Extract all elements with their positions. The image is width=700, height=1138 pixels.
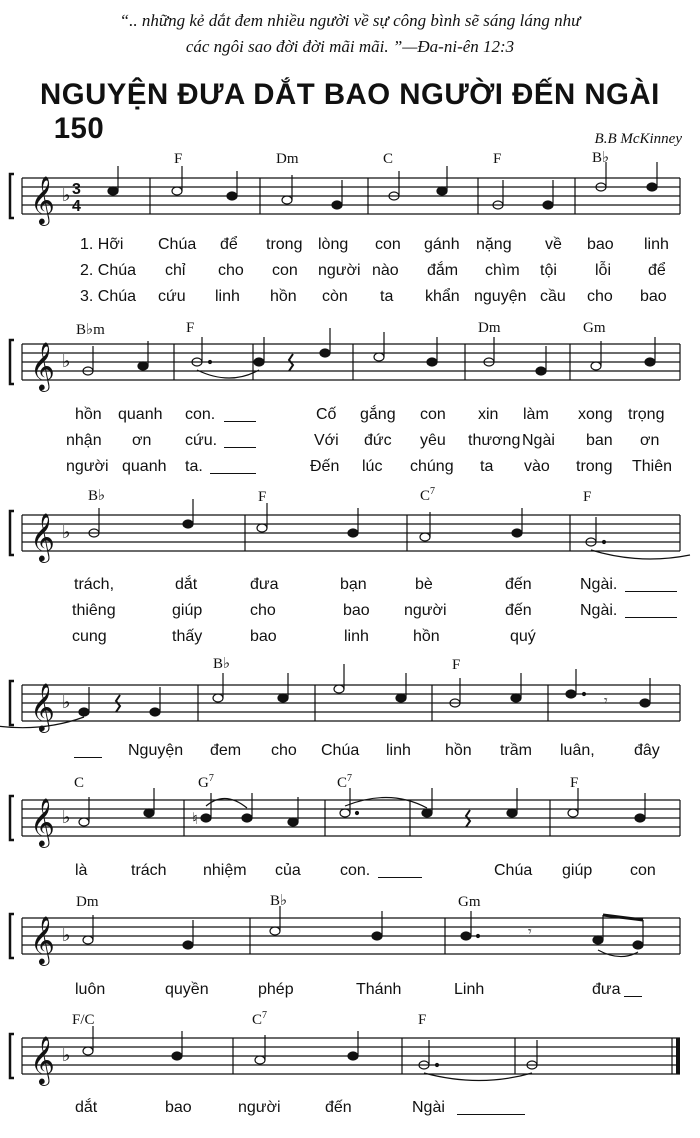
lyric: cứu [158, 288, 186, 305]
lyric: xong [578, 406, 613, 423]
chord: B♭ [213, 656, 231, 672]
lyric: Cố [316, 406, 337, 423]
extender-line [625, 617, 677, 618]
svg-text:𝄞: 𝄞 [30, 915, 55, 964]
lyric: con [272, 262, 298, 279]
lyric: Ngài [412, 1099, 445, 1116]
lyric: bè [415, 576, 433, 593]
lyric: đến [325, 1099, 352, 1116]
epigraph-line-2: các ngôi sao đời đời mãi mãi. ”—Đa-ni-ên 12:3 [185, 37, 515, 56]
extender-line [224, 421, 256, 422]
chord-root: G [198, 775, 209, 791]
lyric: quyền [165, 981, 209, 998]
lyric: hồn [413, 628, 440, 645]
lyric: dắt [75, 1099, 98, 1116]
lyric: 3. Chúa [80, 288, 137, 305]
svg-text:4: 4 [72, 198, 81, 215]
lyric: người [238, 1099, 281, 1116]
svg-text:𝄞: 𝄞 [30, 512, 55, 561]
chord: F [174, 151, 183, 167]
lyric: thiêng [72, 602, 116, 619]
lyric: cung [72, 628, 107, 645]
lyric: con [630, 862, 656, 879]
lyric: xin [478, 406, 499, 423]
chord-root: C [252, 1012, 263, 1028]
lyric: con [420, 406, 446, 423]
lyric: trầm [500, 742, 532, 759]
hymn-number: 150 [53, 112, 105, 145]
lyric: gánh [424, 236, 460, 253]
lyric: Chúa [494, 862, 533, 879]
lyric: Nguyện [128, 742, 184, 759]
lyric: luôn [75, 981, 106, 998]
svg-text:𝄞: 𝄞 [30, 682, 55, 731]
lyric: cho [218, 262, 244, 279]
svg-text:♭: ♭ [62, 351, 71, 372]
lyric: nhận [66, 432, 102, 449]
lyric: bạn [340, 576, 367, 593]
svg-text:𝄞: 𝄞 [30, 797, 55, 846]
extender-line [624, 996, 642, 997]
svg-text:𝄾: 𝄾 [604, 693, 608, 709]
lyric: quý [510, 628, 536, 645]
lyric: Đến [310, 458, 340, 475]
svg-text:♭: ♭ [62, 807, 71, 828]
lyric: gắng [360, 406, 396, 423]
lyric: Thiên [632, 458, 673, 475]
chord: F [493, 151, 502, 167]
lyric: đưa [592, 981, 621, 998]
lyric: cho [271, 742, 297, 759]
chord-extension: 7 [208, 773, 214, 784]
chord: B♭m [76, 322, 105, 338]
lyric: đến [505, 576, 532, 593]
lyric: nào [372, 262, 399, 279]
lyric: Linh [454, 981, 485, 998]
staff-system-3 [0, 503, 700, 573]
lyric: lúc [362, 458, 383, 475]
lyric: bao [343, 602, 370, 619]
svg-text:♭: ♭ [62, 692, 71, 713]
lyric: linh [215, 288, 240, 305]
svg-text:♭: ♭ [62, 522, 71, 543]
lyric: ban [586, 432, 613, 449]
lyric: chúng [410, 458, 454, 475]
staff-system-1 [0, 166, 700, 236]
lyric: lòng [318, 236, 349, 253]
lyric: ta [380, 288, 394, 305]
lyric: lỗi [595, 262, 612, 279]
chord-root: C [337, 775, 348, 791]
lyric: giúp [172, 602, 203, 619]
lyric: người [66, 458, 109, 475]
composer: B.B McKinney [594, 131, 682, 147]
lyric: luân, [560, 742, 595, 759]
staff-system-7 [0, 1026, 700, 1096]
lyric: ta. [185, 458, 203, 475]
lyric: cầu [540, 288, 566, 305]
chord: B♭ [592, 150, 610, 166]
lyric: Ngài. [580, 576, 618, 593]
svg-text:♮: ♮ [192, 809, 198, 828]
lyric: đưa [250, 576, 279, 593]
lyric: con [375, 236, 401, 253]
lyric: quanh [118, 406, 163, 423]
svg-text:𝄾: 𝄾 [528, 924, 532, 940]
lyric: trọng [628, 406, 665, 423]
lyric: nguyện [474, 288, 527, 305]
lyric: hồn [270, 288, 297, 305]
lyric: con. [185, 406, 216, 423]
lyric: linh [644, 236, 669, 253]
chord: C [74, 775, 85, 791]
staff-system-5 [0, 788, 700, 858]
lyric: hồn [75, 406, 102, 423]
lyric: nhiệm [203, 862, 247, 879]
lyric: cho [587, 288, 613, 305]
lyric: ơn [640, 432, 660, 449]
lyric: trong [576, 458, 613, 475]
lyric: linh [344, 628, 369, 645]
lyric: trong [266, 236, 303, 253]
chord-extension: 7 [347, 773, 353, 784]
lyric: chỉ [165, 262, 186, 279]
lyric: phép [258, 981, 294, 998]
lyric: vào [524, 458, 550, 475]
chord-extension: 7 [262, 1010, 268, 1021]
lyric: để [648, 262, 666, 279]
lyric: bao [165, 1099, 192, 1116]
staff-system-4 [0, 673, 700, 743]
lyric: để [220, 236, 238, 253]
lyric: Chúa [321, 742, 360, 759]
lyric: trách, [74, 576, 115, 593]
chord-extension: 7 [430, 486, 436, 497]
lyric: ơn [132, 432, 152, 449]
lyric: hồn [445, 742, 472, 759]
staff-system-2 [0, 332, 700, 402]
lyric: ta [480, 458, 494, 475]
chord: Dm [76, 894, 99, 910]
extender-line [74, 757, 102, 758]
epigraph-line-1: “.. những kẻ dắt đem nhiều người về sự công bình sẽ sáng láng như [119, 11, 581, 30]
lyric: bao [587, 236, 614, 253]
chord: Dm [276, 151, 299, 167]
lyric: linh [386, 742, 411, 759]
lyric: Ngài [522, 432, 555, 449]
svg-text:𝄞: 𝄞 [30, 341, 55, 390]
lyric: dắt [175, 576, 198, 593]
chord: F [570, 775, 579, 791]
lyric: về [545, 236, 562, 253]
lyric: đắm [427, 262, 459, 279]
extender-line [625, 591, 677, 592]
chord: F [452, 657, 461, 673]
lyric: tội [540, 262, 557, 279]
hymn-title [40, 78, 667, 146]
svg-text:♭: ♭ [62, 1045, 71, 1066]
lyric: bao [250, 628, 277, 645]
chord: B♭ [270, 893, 288, 909]
lyric: trách [131, 862, 167, 879]
lyric: bao [640, 288, 667, 305]
chord: Gm [458, 894, 481, 910]
lyric: người [404, 602, 447, 619]
chord: C [383, 151, 394, 167]
lyric: yêu [420, 432, 446, 449]
title-text: NGUYỆN ĐƯA DẮT BAO NGƯỜI ĐẾN NGÀI [40, 78, 660, 111]
lyric: thương [468, 432, 521, 449]
chord: Dm [478, 320, 501, 336]
svg-text:3: 3 [72, 181, 81, 198]
lyric: đức [364, 432, 392, 449]
lyric: của [275, 862, 301, 879]
lyric: khẩn [425, 288, 460, 305]
lyric: Với [314, 432, 339, 449]
lyric: thấy [172, 628, 203, 645]
lyric: Ngài. [580, 602, 618, 619]
chord: F [583, 489, 592, 505]
svg-text:𝄞: 𝄞 [30, 1035, 55, 1084]
chord-root: C [420, 488, 431, 504]
svg-text:♭: ♭ [62, 185, 71, 206]
lyric: cho [250, 602, 276, 619]
lyric: cứu. [185, 432, 218, 449]
svg-text:𝄞: 𝄞 [30, 175, 55, 224]
lyric: đến [505, 602, 532, 619]
chord: F [418, 1012, 427, 1028]
lyric: nặng [476, 236, 512, 253]
lyric: là [75, 862, 88, 879]
extender-line [457, 1114, 525, 1115]
lyric: Thánh [356, 981, 402, 998]
svg-text:♭: ♭ [62, 925, 71, 946]
lyric: còn [322, 288, 348, 305]
chord: B♭ [88, 488, 106, 504]
lyric: giúp [562, 862, 593, 879]
lyric: Chúa [158, 236, 197, 253]
lyric: 2. Chúa [80, 262, 137, 279]
lyric: quanh [122, 458, 167, 475]
lyric: đây [634, 742, 660, 759]
lyric: đem [210, 742, 242, 759]
extender-line [378, 877, 422, 878]
lyric: làm [523, 406, 549, 423]
lyric: người [318, 262, 361, 279]
lyric: con. [340, 862, 371, 879]
lyric: 1. Hỡi [80, 236, 124, 253]
extender-line [210, 473, 256, 474]
chord: F [186, 320, 195, 336]
lyric: chìm [485, 262, 520, 279]
chord: F/C [72, 1012, 95, 1028]
extender-line [224, 447, 256, 448]
staff-system-6 [0, 906, 700, 976]
chord: Gm [583, 320, 606, 336]
chord: F [258, 489, 267, 505]
